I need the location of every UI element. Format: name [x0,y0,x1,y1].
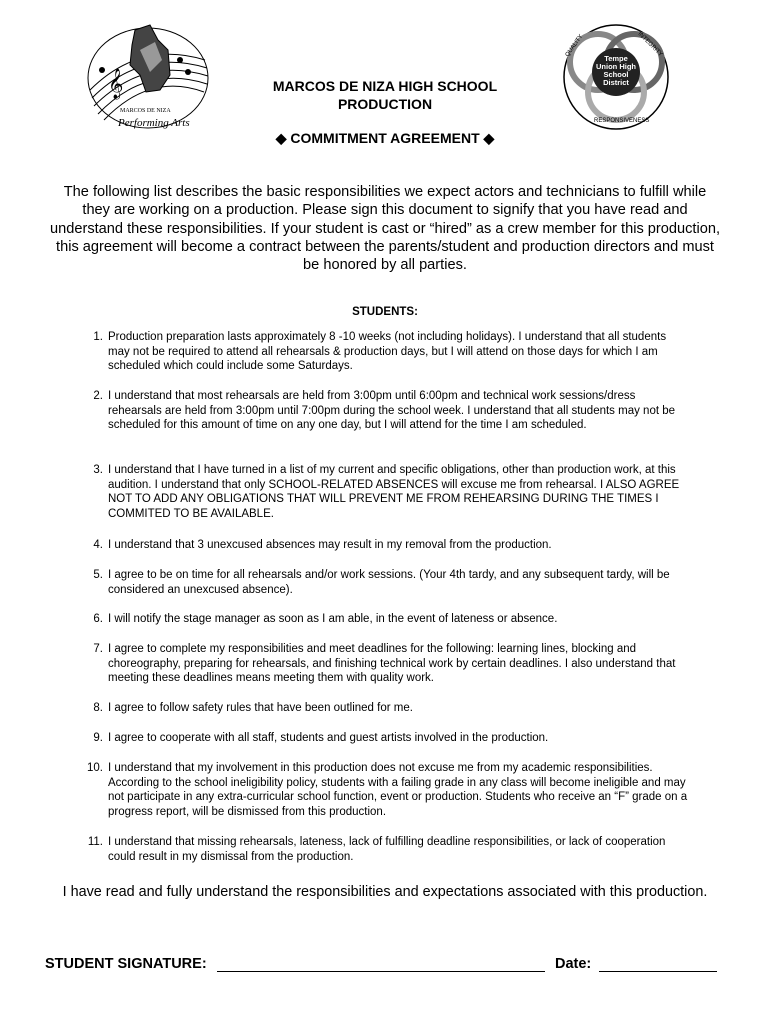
signature-line[interactable] [217,957,545,972]
svg-text:𝄞: 𝄞 [108,69,124,99]
logo-left-subtitle: Performing Arts [118,117,190,129]
signature-row [45,956,545,972]
date-label: Date: [555,956,592,972]
signature-label: STUDENT SIGNATURE: [45,956,207,972]
ring-label-integrity: INTEGRITY [636,31,664,59]
logo-left-name: MARCOS DE NIZA [120,108,171,114]
date-line[interactable] [599,957,717,972]
production-title: PRODUCTION [337,96,433,112]
date-row [555,956,717,972]
section-title: STUDENTS: [352,306,418,318]
closing-statement: I have read and fully understand the responsibilities and expectations associated with this production. [62,884,708,900]
ring-label-quality: QUALITY [564,33,585,59]
district-name: Tempe Union High School District [596,54,636,87]
district-logo [556,22,676,132]
intro-paragraph: The following list describes the basic responsibilities we expect actors and technicians to fulfill while they are working on a production. Please sign this document to signify that you have read and understand these responsibilities. If your student is cast or “hired” as a crew member for this production, this agreement will become a contract between the parents/student and production directors and must be honored by all parties. [50,184,721,274]
agreement-title: ◆ COMMITMENT AGREEMENT ◆ [275,130,495,146]
school-title: MARCOS DE NIZA HIGH SCHOOL [272,78,498,94]
ring-label-responsiveness: RESPONSIVENESS [594,118,650,124]
